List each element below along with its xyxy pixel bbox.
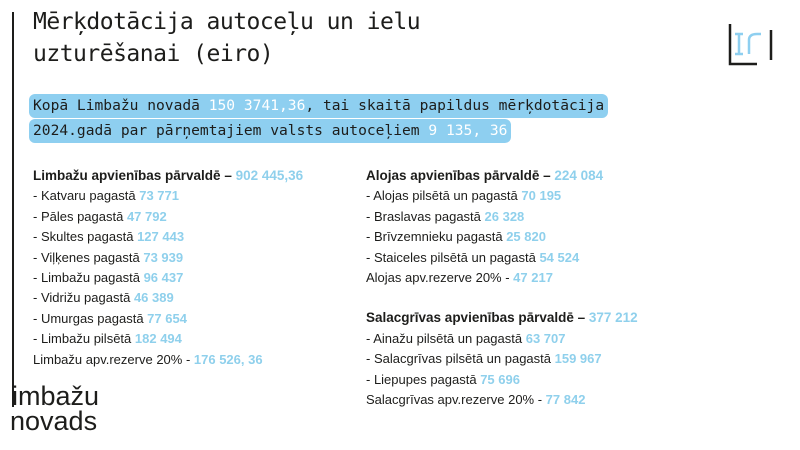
- list-item: - Salacgrīvas pilsētā un pagastā 159 967: [366, 351, 602, 367]
- list-item: - Liepupes pagastā 75 696: [366, 371, 520, 387]
- aloja-salacgriva-section: [366, 166, 638, 410]
- reserve-row: Limbažu apv.rezerve 20% - 176 526, 36: [33, 351, 263, 367]
- limbazu-novads-logo: [10, 381, 100, 436]
- list-item: - Alojas pilsētā un pagastā 70 195: [366, 188, 562, 204]
- list-item: - Skultes pagastā 127 443: [33, 229, 185, 245]
- left-frame-line: [12, 12, 14, 407]
- brand-line-2: novads: [10, 406, 98, 436]
- list-item: - Brīvzemnieku pagastā 25 820: [366, 229, 546, 245]
- extra-value: 9 135, 36: [428, 122, 508, 139]
- highlight-line-2: 2024.gadā par pārņemtajiem valsts autoceļiem 9 135, 36: [29, 119, 511, 143]
- total-highlight: [29, 94, 608, 144]
- reserve-row: Salacgrīvas apv.rezerve 20% - 77 842: [366, 392, 586, 408]
- list-item: - Limbažu pilsētā 182 494: [33, 331, 182, 347]
- total-value: 150 3741,36: [208, 97, 306, 114]
- section-gap: [366, 288, 638, 308]
- section-heading: Salacgrīvas apvienības pārvaldē – 377 212: [366, 310, 638, 326]
- list-item: - Umurgas pagastā 77 654: [33, 310, 187, 326]
- title-line-2: uzturēšanai (eiro): [33, 41, 274, 67]
- list-item: - Limbažu pagastā 96 437: [33, 270, 184, 286]
- brand-line-1: imbažu: [12, 381, 100, 411]
- list-item: - Staiceles pilsētā un pagastā 54 524: [366, 249, 580, 265]
- reserve-row: Alojas apv.rezerve 20% - 47 217: [366, 270, 553, 286]
- section-heading: Limbažu apvienības pārvaldē – 902 445,36: [33, 168, 304, 183]
- title-line-1: Mērķdotācija autoceļu un ielu: [33, 9, 421, 35]
- ir-logo-icon: [727, 20, 783, 68]
- page-title: [33, 6, 593, 70]
- list-item: - Viļķenes pagastā 73 939: [33, 249, 184, 265]
- list-item: - Katvaru pagastā 73 771: [33, 188, 179, 204]
- highlight-line-1: Kopā Limbažu novadā 150 3741,36, tai skaitā papildus mērķdotācija: [29, 94, 608, 118]
- list-item: - Ainažu pilsētā un pagastā 63 707: [366, 330, 566, 346]
- list-item: - Pāles pagastā 47 792: [33, 208, 167, 224]
- section-heading: Alojas apvienības pārvaldē – 224 084: [366, 168, 604, 183]
- list-item: - Vidrižu pagastā 46 389: [33, 290, 174, 306]
- limbazi-section: [33, 166, 303, 370]
- list-item: - Braslavas pagastā 26 328: [366, 208, 525, 224]
